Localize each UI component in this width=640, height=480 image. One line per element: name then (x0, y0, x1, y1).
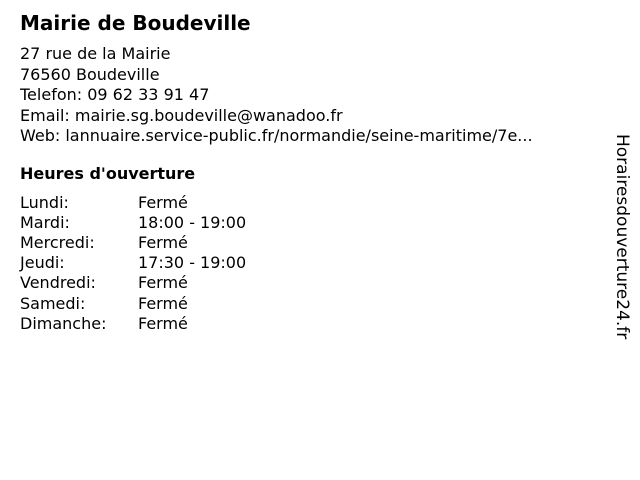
hours-row-saturday (20, 294, 600, 314)
hours-day: Lundi: (20, 192, 69, 212)
hours-value: Fermé (138, 313, 188, 333)
hours-row-monday (20, 193, 600, 213)
business-card (20, 10, 600, 334)
hours-day: Dimanche: (20, 313, 107, 333)
page-title: Mairie de Boudeville (20, 11, 251, 35)
hours-value: Fermé (138, 273, 188, 293)
hours-row-sunday (20, 314, 600, 334)
address-street: 27 rue de la Mairie (20, 44, 171, 63)
hours-day: Mercredi: (20, 232, 95, 252)
hours-value: Fermé (138, 293, 188, 313)
hours-day: Jeudi: (20, 253, 65, 273)
hours-row-tuesday (20, 213, 600, 233)
website-link[interactable]: Web: lannuaire.service-public.fr/normandie/seine-maritime/7e... (20, 126, 533, 145)
hours-day: Samedi: (20, 293, 86, 313)
hours-row-friday (20, 273, 600, 293)
hours-row-thursday (20, 253, 600, 273)
hours-value: Fermé (138, 192, 188, 212)
hours-row-wednesday (20, 233, 600, 253)
address-city: 76560 Boudeville (20, 64, 160, 84)
hours-heading: Heures d'ouverture (20, 163, 196, 183)
hours-value: 17:30 - 19:00 (138, 253, 247, 273)
hours-value: 18:00 - 19:00 (138, 212, 247, 232)
hours-day: Mardi: (20, 212, 70, 232)
brand-watermark[interactable]: Horairesdouverture24.fr (612, 134, 632, 340)
hours-day: Vendredi: (20, 273, 96, 293)
hours-value: Fermé (138, 232, 188, 252)
hours-table (20, 193, 600, 334)
phone-number[interactable]: Telefon: 09 62 33 91 47 (20, 85, 210, 104)
email-address[interactable]: Email: mairie.sg.boudeville@wanadoo.fr (20, 105, 343, 125)
address-block (20, 44, 600, 147)
